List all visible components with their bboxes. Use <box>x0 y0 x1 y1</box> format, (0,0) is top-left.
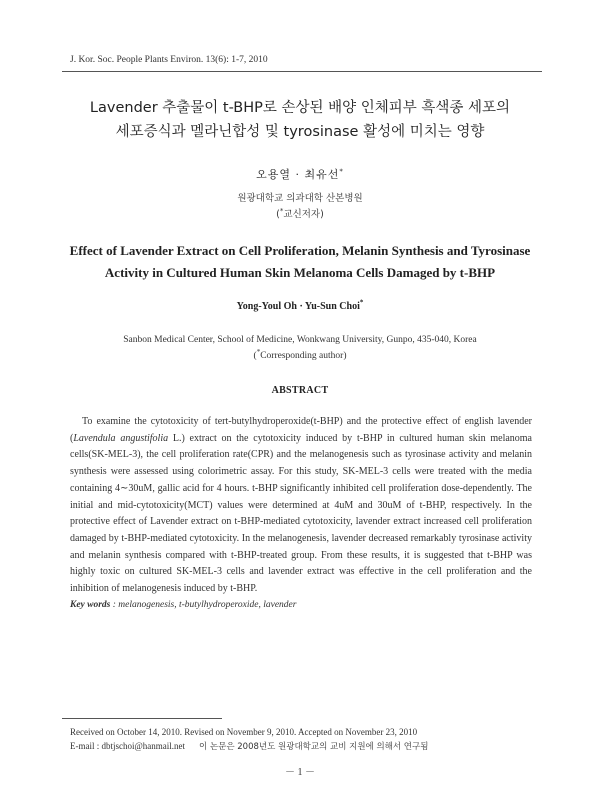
abstract-text-part-1: To examine the cytotoxicity of tert-butylhydroperoxide(t-BHP) and the protective effect of english lavender ( <box>70 416 532 444</box>
footnote-email: E-mail : dbtjschoi@hanmail.net <box>70 741 186 751</box>
english-affiliation-block <box>0 332 600 364</box>
english-authors <box>0 298 600 312</box>
korean-affiliation: 원광대학교 의과대학 산본병원 <box>237 193 363 204</box>
keywords-label: Key words <box>70 600 111 610</box>
footnote-funding: 이 논문은 2008년도 원광대학교의 교비 지원에 의해서 연구됨 <box>199 742 429 752</box>
korean-corresponding-mark: * <box>279 206 284 215</box>
footnote-contact-row <box>70 739 540 754</box>
english-corresponding-label: Corresponding author <box>260 351 344 361</box>
english-affiliation: Sanbon Medical Center, School of Medicine, Wonkwang University, Gunpo, 435-040, Korea <box>123 335 477 345</box>
english-author-names: Yong-Youl Oh · Yu-Sun Choi <box>236 301 360 312</box>
korean-title-line-2: 세포증식과 멜라닌합성 및 tyrosinase 활성에 미치는 영향 <box>115 124 485 140</box>
abstract-body <box>70 414 532 598</box>
abstract-species-name: Lavendula angustifolia <box>73 432 169 444</box>
footnote <box>70 725 540 754</box>
english-title-line-2: Activity in Cultured Human Skin Melanoma Cells Damaged by t-BHP <box>104 265 496 280</box>
abstract-text-part-2: L.) extract on the cytotoxicity induced by t-BHP in cultured human skin melanoma cells(SK-MEL-3), the cell proliferation rate(CPR) and the melanogenesis such as tyrosinase activity and melanin synthesis were assessed using colorimetric assay. For this study, SK-MEL-3 cells were treated with the media containing 4∼30uM, gallic acid for 4 hours. t-BHP significantly inhibited cell proliferation dose-dependently. The initial and mid-cytotoxicity(MCT) values were determined at 4uM and 30uM of t-BHP, respectively. In the protective effect of Lavender extract on t-BHP-mediated cytotoxicity, lavender extract increased cell proliferation damaged by t-BHP-mediated cytotoxicity. In the melanogenesis, lavender decreased remarkably tyrosinase activity and melanin synthesis compared with t-BHP-treated group. From these results, it is suggested that t-BHP was highly toxic on cultured SK-MEL-3 cells and lavender extract was effective in the cell proliferation and the inhibition of melanogenesis induced by t-BHP. <box>70 432 532 595</box>
korean-affiliation-block <box>0 191 600 223</box>
abstract-heading: ABSTRACT <box>271 385 329 396</box>
keywords <box>70 600 532 610</box>
english-title-line-1: Effect of Lavender Extract on Cell Proliferation, Melanin Synthesis and Tyrosinase <box>69 243 531 258</box>
keywords-text: melanogenesis, t-butylhydroperoxide, lavender <box>118 600 297 610</box>
footnote-received: Received on October 14, 2010. Revised on November 9, 2010. Accepted on November 23, 2010 <box>70 727 418 737</box>
english-author-mark: * <box>359 298 364 307</box>
running-head: J. Kor. Soc. People Plants Environ. 13(6): 1-7, 2010 <box>70 55 268 65</box>
korean-authors <box>0 166 600 182</box>
korean-corresponding: (*교신저자) <box>276 206 324 220</box>
footnote-rule <box>62 718 222 719</box>
page-number: － 1 － <box>285 767 315 778</box>
english-title <box>40 240 560 284</box>
header-rule <box>62 71 542 72</box>
korean-title <box>40 96 560 144</box>
korean-author-mark: * <box>339 167 344 176</box>
korean-author-names: 오용열 · 최유선 <box>256 168 340 181</box>
keywords-separator: : <box>110 600 119 610</box>
korean-corresponding-label: 교신저자 <box>283 209 321 220</box>
english-corresponding: (*Corresponding author) <box>253 347 347 361</box>
korean-title-line-1: Lavender 추출물이 t-BHP로 손상된 배양 인체피부 흑색종 세포의 <box>89 100 511 116</box>
english-corresponding-mark: * <box>256 347 261 356</box>
